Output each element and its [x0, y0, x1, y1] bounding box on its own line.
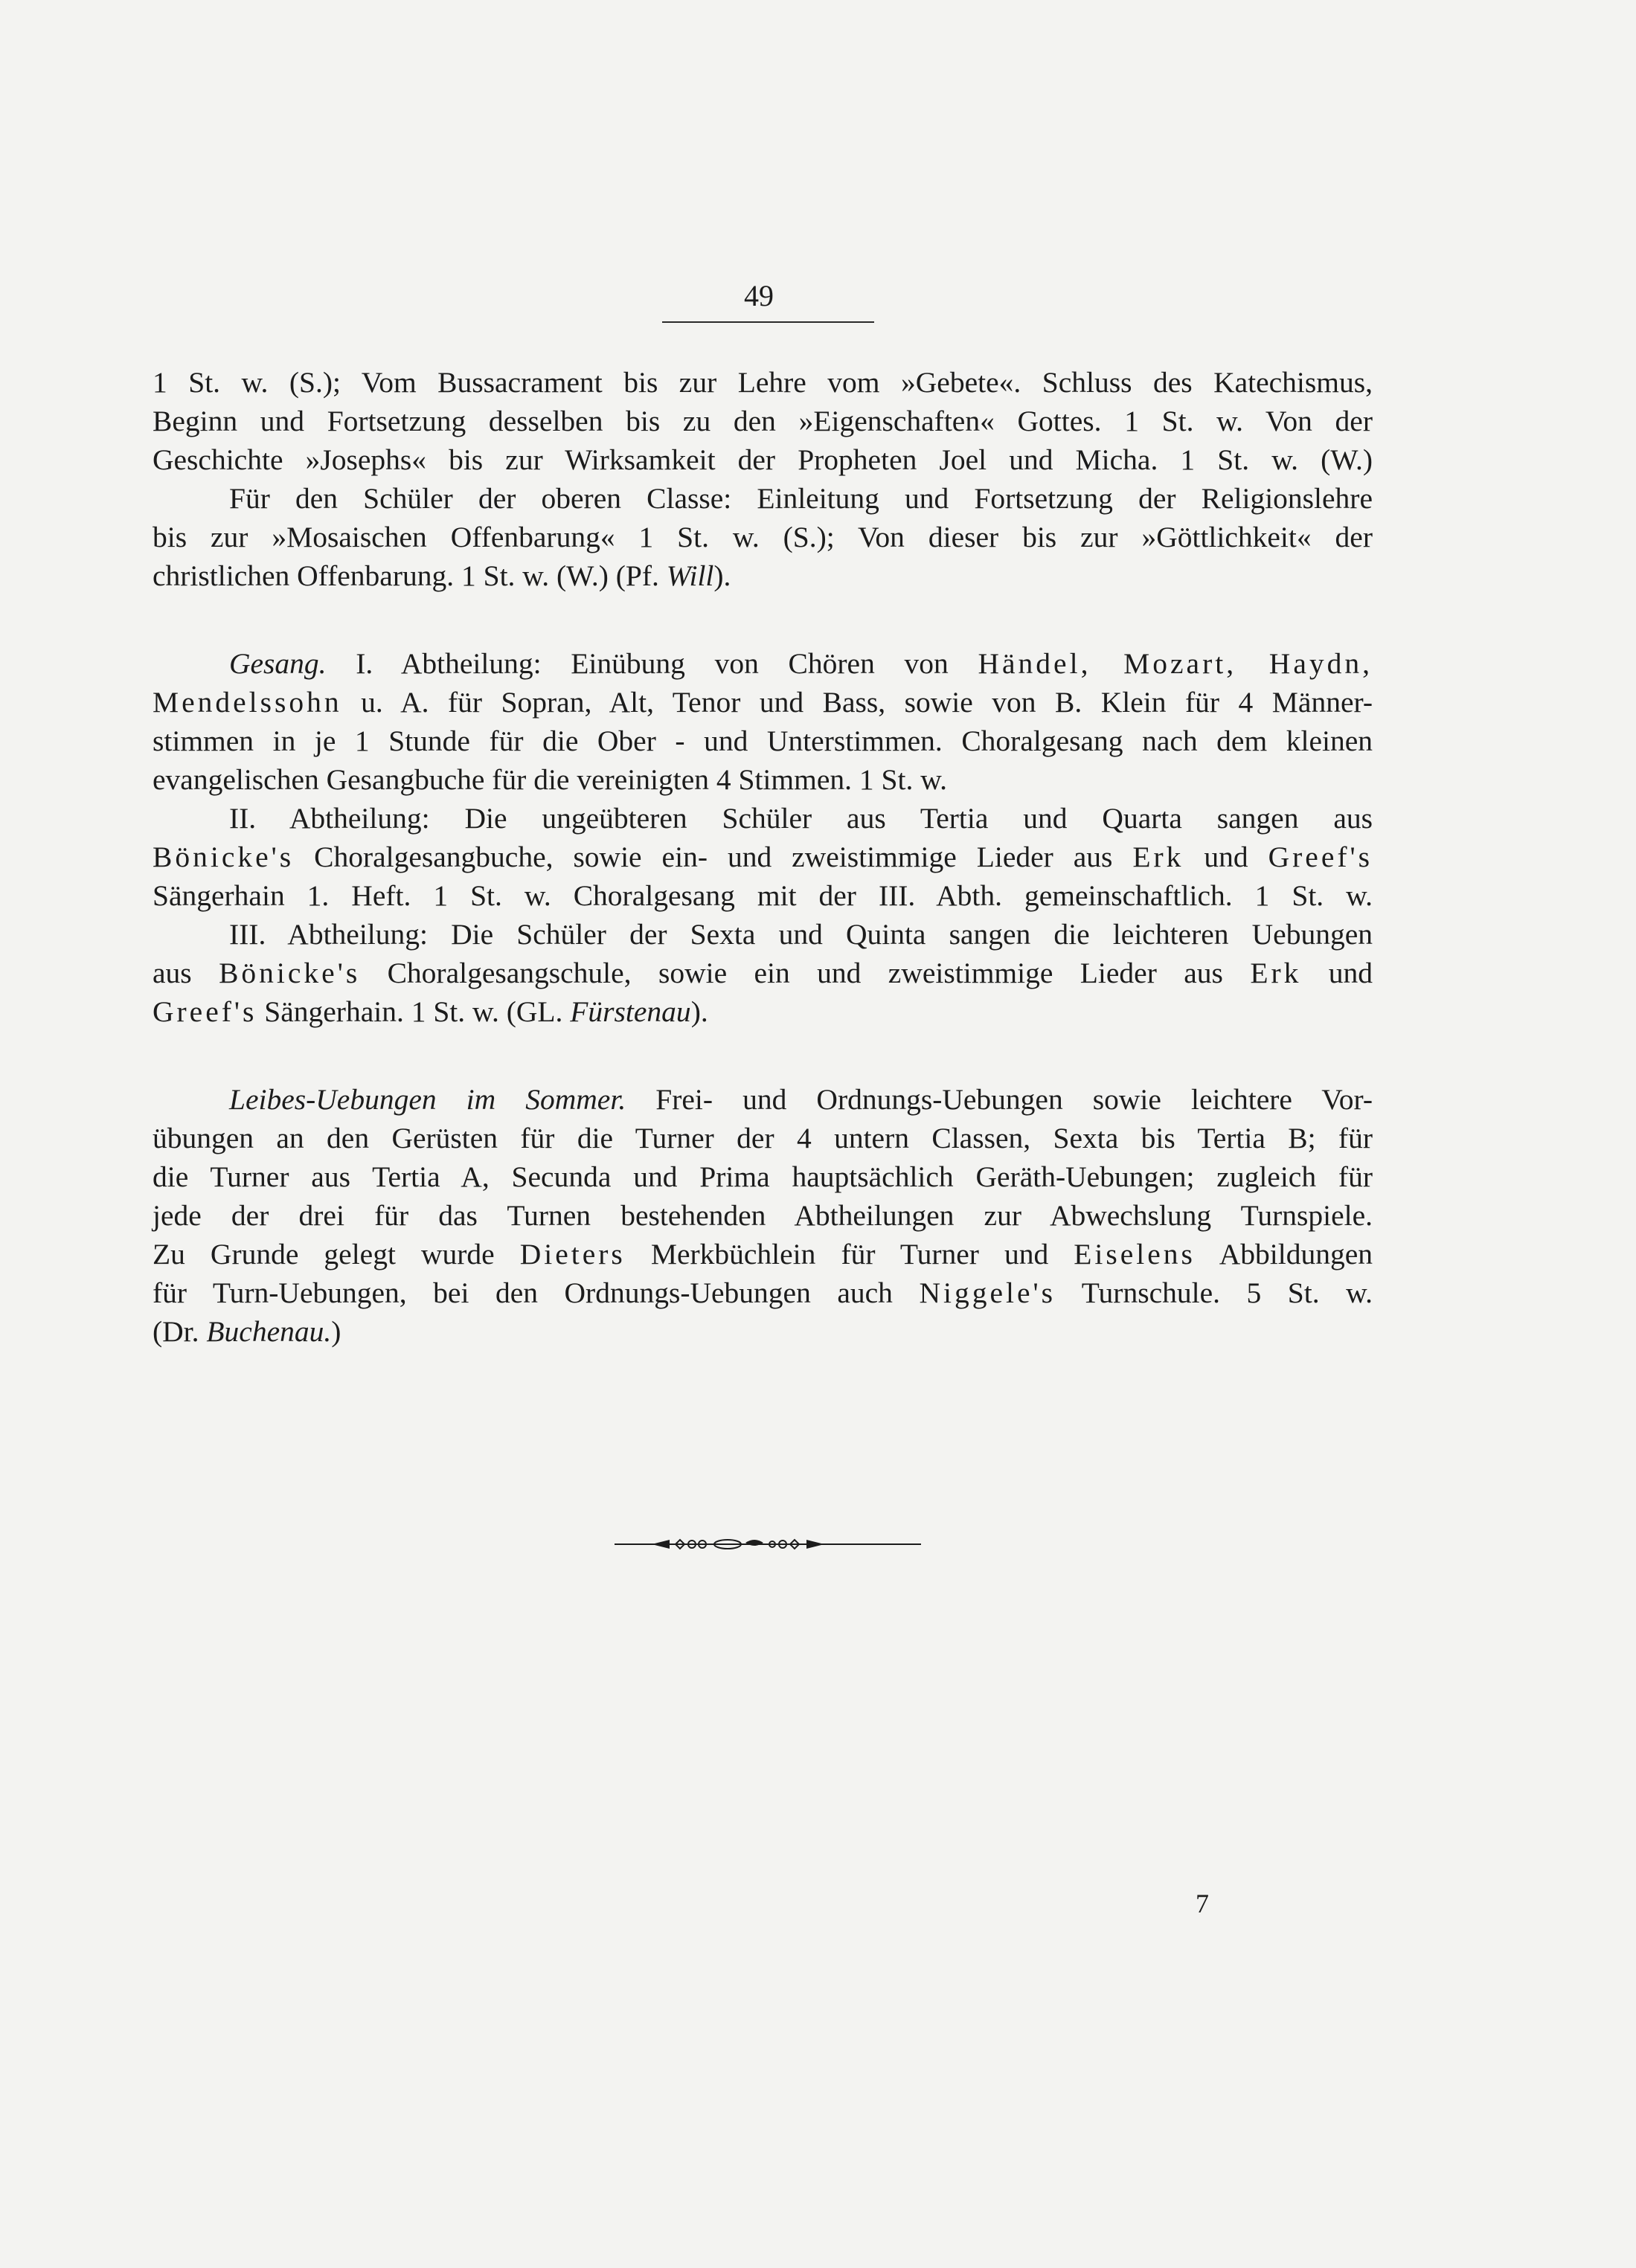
text-line: übungen an den Gerüsten für die Turner der 4 untern Classen, Sexta bis Tertia B; für	[153, 1122, 1373, 1154]
text-run: Sängerhain. 1 St. w. (GL.	[257, 995, 571, 1028]
text-line: III. Abtheilung: Die Schüler der Sexta und Quinta sangen die leichteren Uebungen	[229, 918, 1373, 951]
author-name: Niggele's	[919, 1276, 1056, 1309]
text-line: stimmen in je 1 Stunde für die Ober - und Unterstimmen. Choralgesang nach dem kleinen	[153, 725, 1373, 757]
text-line	[153, 954, 1373, 992]
text-line: II. Abtheilung: Die ungeübteren Schüler aus Tertia und Quarta sangen aus	[229, 802, 1373, 835]
text-run: ).	[690, 995, 708, 1028]
text-line	[153, 1080, 1373, 1119]
author-name: Greef's	[153, 995, 257, 1028]
section-turnen	[153, 1080, 1373, 1351]
author-name: Erk	[1250, 957, 1302, 989]
text-run: christlichen Offenbarung. 1 St. w. (W.) (Pf.	[153, 559, 667, 592]
text-run: aus	[153, 957, 219, 989]
text-run: Turnschule. 5 St. w.	[1055, 1276, 1373, 1309]
text-line	[153, 1312, 1373, 1351]
author-name: Bönicke's	[219, 957, 361, 989]
text-line: Für den Schüler der oberen Classe: Einleitung und Fortsetzung der Religionslehre	[229, 482, 1373, 515]
text-line: 1 St. w. (S.); Vom Bussacrament bis zur Lehre vom »Gebete«. Schluss des Katechismus,	[153, 366, 1373, 399]
text-line	[153, 556, 1373, 595]
text-line: bis zur »Mosaischen Offenbarung« 1 St. w. (S.); Von dieser bis zur »Göttlichkeit« der	[153, 521, 1373, 553]
signature-mark: 7	[1196, 1889, 1209, 1918]
text-run: (Dr.	[153, 1315, 207, 1348]
text-line: jede der drei für das Turnen bestehenden Abtheilungen zur Abwechslung Turnspiele.	[153, 1199, 1373, 1232]
text-line: Geschichte »Josephs« bis zur Wirksamkeit der Propheten Joel und Micha. 1 St. w. (W.)	[153, 443, 1373, 476]
section-religion	[153, 363, 1373, 595]
text-run: für Turn-Uebungen, bei den Ordnungs-Uebungen auch	[153, 1276, 920, 1309]
text-run: Choralgesangschule, sowie ein und zweistimmige Lieder aus	[360, 957, 1251, 989]
text-line: die Turner aus Tertia A, Secunda und Prima hauptsächlich Geräth-Uebungen; zugleich für	[153, 1160, 1373, 1193]
text-run: )	[331, 1315, 341, 1348]
text-line	[153, 1273, 1373, 1312]
text-run: Zu Grunde gelegt wurde	[153, 1238, 520, 1270]
section-gesang	[153, 644, 1373, 1031]
text-line: Sängerhain 1. Heft. 1 St. w. Choralgesang mit der III. Abth. gemeinschaftlich. 1 St. w.	[153, 879, 1373, 912]
teacher-name: Fürstenau	[570, 995, 691, 1028]
author-name: Bönicke's	[153, 841, 295, 873]
section-heading: Gesang.	[229, 647, 327, 680]
teacher-name: Will	[666, 559, 714, 592]
teacher-name: Buchenau.	[206, 1315, 332, 1348]
text-line	[153, 644, 1373, 683]
text-line	[153, 838, 1373, 876]
text-run: u. A. für Sopran, Alt, Tenor und Bass, sowie von B. Klein für 4 Männer-	[341, 686, 1373, 719]
text-run: und	[1184, 841, 1268, 873]
author-name: Erk	[1132, 841, 1184, 873]
text-line	[153, 1235, 1373, 1273]
author-name: Greef's	[1268, 841, 1373, 873]
text-run: und	[1301, 957, 1373, 989]
page-number-rule	[662, 321, 874, 323]
ornament-divider	[615, 1535, 921, 1553]
author-name: Dieters	[519, 1238, 626, 1270]
text-run: Abbildungen	[1195, 1238, 1373, 1270]
text-run: Choralgesangbuche, sowie ein- und zweistimmige Lieder aus	[294, 841, 1133, 873]
text-run: Merkbüchlein für Turner und	[625, 1238, 1074, 1270]
author-name: Eiselens	[1074, 1238, 1196, 1270]
text-line	[153, 683, 1373, 722]
text-line: evangelischen Gesangbuche für die vereinigten 4 Stimmen. 1 St. w.	[153, 763, 948, 796]
text-run: Frei- und Ordnungs-Uebungen sowie leichtere Vor-	[626, 1083, 1373, 1116]
composer-names: Händel, Mozart, Haydn,	[978, 647, 1373, 680]
composer-name: Mendelssohn	[153, 686, 342, 719]
section-heading: Leibes-Uebungen im Sommer.	[229, 1083, 626, 1116]
text-line	[153, 992, 1373, 1031]
text-run: I. Abtheilung: Einübung von Chören von	[326, 647, 978, 680]
text-line: Beginn und Fortsetzung desselben bis zu den »Eigenschaften« Gottes. 1 St. w. Von der	[153, 405, 1373, 437]
text-run: ).	[713, 559, 731, 592]
page-number: 49	[744, 279, 774, 312]
